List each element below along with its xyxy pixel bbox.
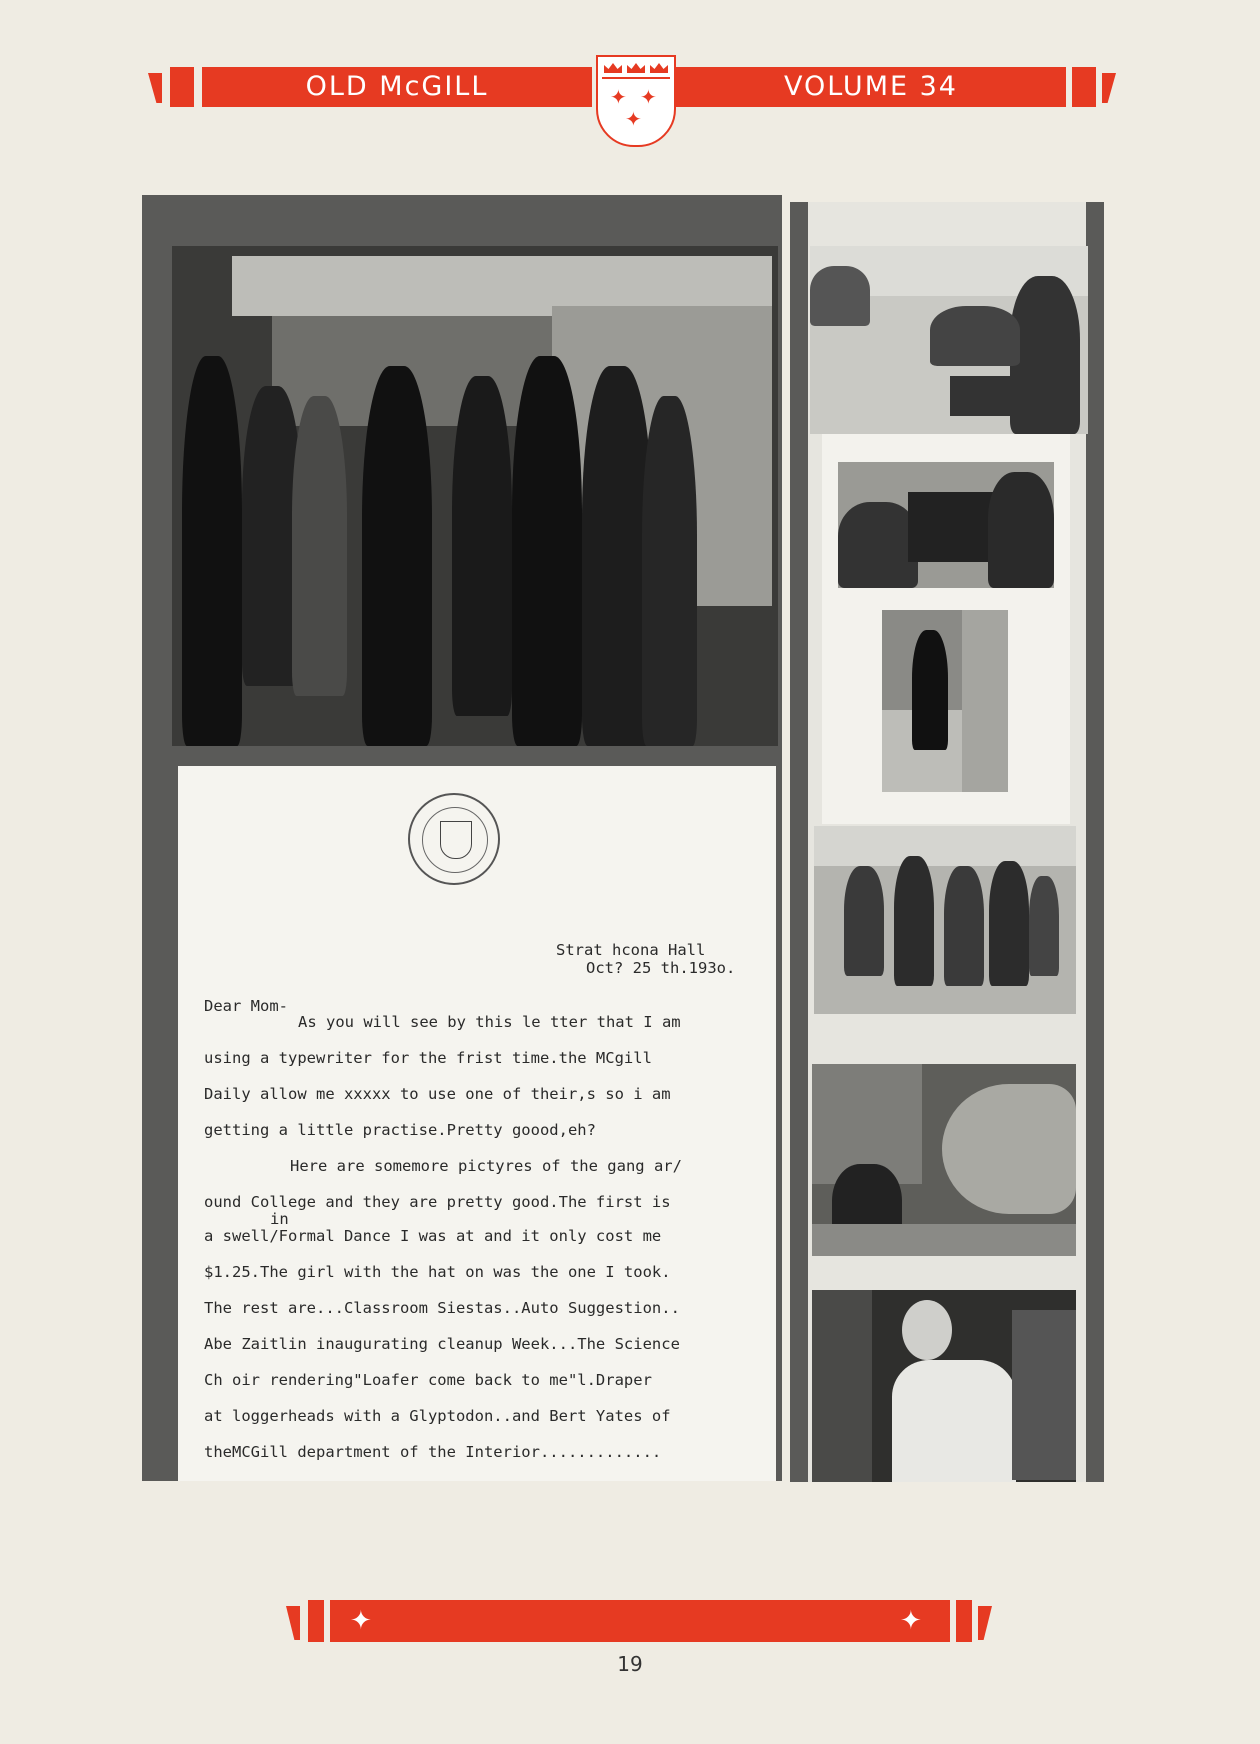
page-number: 19 <box>617 1652 643 1676</box>
letter-line: at loggerheads with a Glyptodon..and Bert Yates of <box>204 1407 671 1425</box>
classroom-siestas-photo <box>810 246 1088 434</box>
bert-yates-photo <box>812 1290 1076 1482</box>
letter-address-line2: Oct? 25 th.193o. <box>586 959 736 977</box>
science-choir-photo <box>814 826 1076 1014</box>
letter-line-insert: in <box>270 1210 289 1228</box>
header-left-title: OLD McGILL <box>305 71 489 102</box>
glyptodon-photo <box>812 1064 1076 1256</box>
auto-suggestion-photo <box>838 462 1054 588</box>
mcgill-crest-icon: ✦ ✦ ✦ <box>596 55 676 147</box>
letter-line: The rest are...Classroom Siestas..Auto Suggestion.. <box>204 1299 680 1317</box>
footer-left-block <box>308 1600 324 1642</box>
letter-line: a swell/Formal Dance I was at and it only cost me <box>204 1227 662 1245</box>
letter-line: Here are somemore pictyres of the gang ar/ <box>290 1157 682 1175</box>
letter-line: theMCGill department of the Interior............. <box>204 1443 662 1461</box>
letter-line: Daily allow me xxxxx to use one of their,s so i am <box>204 1085 671 1103</box>
letter-line: Ch oir rendering"Loafer come back to me"l.Draper <box>204 1371 652 1389</box>
letter-line: Abe Zaitlin inaugurating cleanup Week...The Science <box>204 1335 680 1353</box>
letter-address-line1: Strat hcona Hall <box>556 941 706 959</box>
left-martlet-icon: ✦ <box>350 1606 372 1636</box>
letter-salutation: Dear Mom- <box>204 997 288 1015</box>
footer-right-block <box>956 1600 972 1642</box>
footer-bar <box>330 1600 950 1642</box>
letter-line: ound College and they are pretty good.The first is <box>204 1193 671 1211</box>
letter-line: $1.25.The girl with the hat on was the one I took. <box>204 1263 671 1281</box>
right-martlet-icon: ✦ <box>900 1606 922 1636</box>
letter-line: using a typewriter for the frist time.the MCgill <box>204 1049 652 1067</box>
header-right-title: VOLUME 34 <box>783 71 958 102</box>
letter-line: As you will see by this le tter that I am <box>298 1013 681 1031</box>
letter-line: getting a little practise.Pretty goood,eh? <box>204 1121 596 1139</box>
cleanup-week-photo <box>882 610 1008 792</box>
